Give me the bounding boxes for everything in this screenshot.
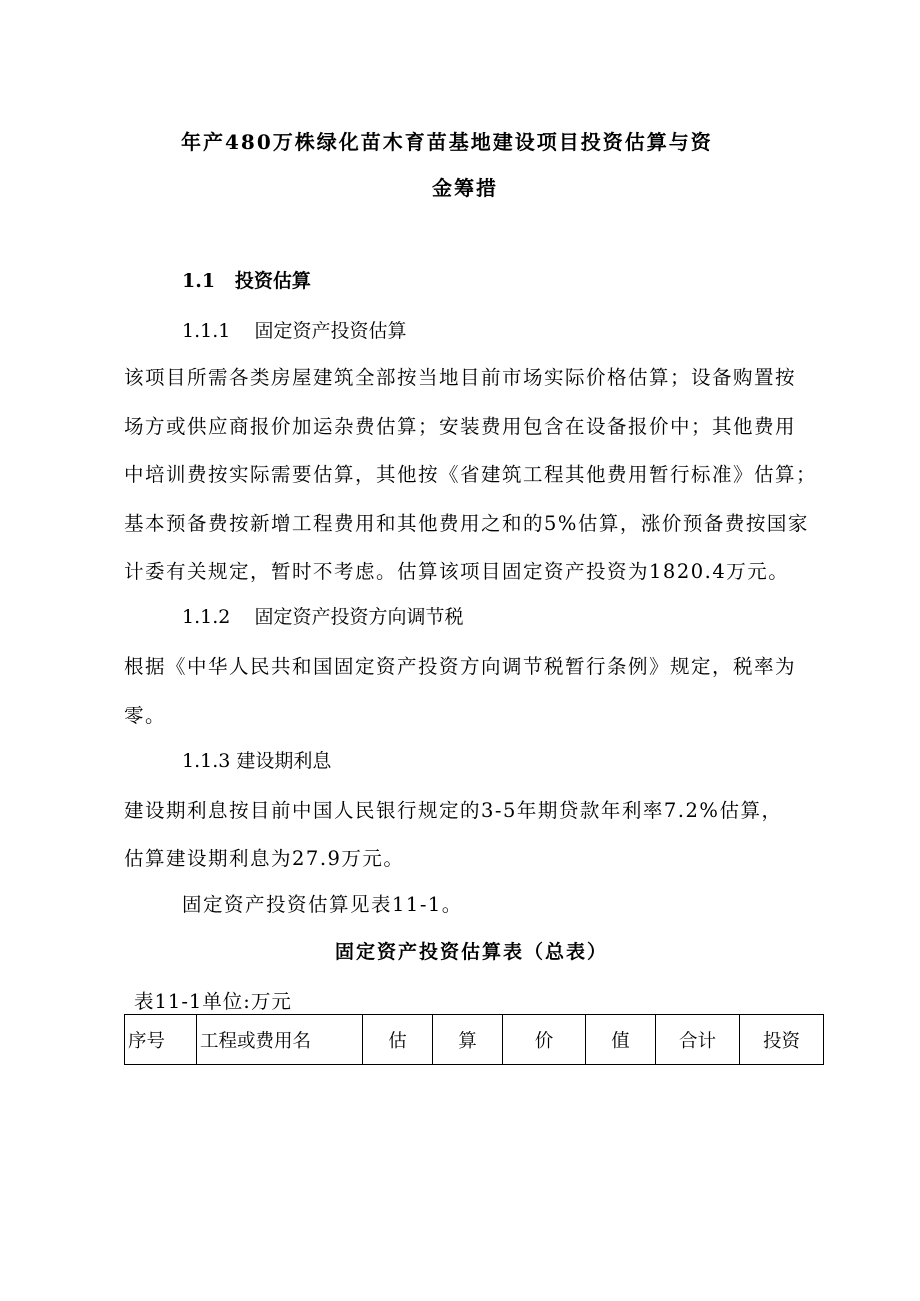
section-heading-1-1-3: 1.1.3 建设期利息 <box>182 750 332 772</box>
doc-title-line-2: 金筹措 <box>432 176 498 200</box>
table-header-row <box>125 1015 824 1065</box>
table-note: 表11-1单位:万元 <box>134 990 292 1013</box>
table-header-cell: 估 <box>363 1015 433 1065</box>
table-caption: 固定资产投资估算表（总表） <box>335 941 609 963</box>
table-header-cell: 序号 <box>125 1015 197 1065</box>
paragraph-line: 零。 <box>124 704 167 727</box>
paragraph-line: 根据《中华人民共和国固定资产投资方向调节税暂行条例》规定，税率为 <box>124 655 797 678</box>
section-heading-1-1-2: 1.1.2 固定资产投资方向调节税 <box>182 606 464 628</box>
doc-title-line-1: 年产480万株绿化苗木育苗基地建设项目投资估算与资 <box>181 130 713 154</box>
paragraph-line: 基本预备费按新增工程费用和其他费用之和的5%估算，涨价预备费按国家 <box>124 512 809 535</box>
table-header-cell: 价 <box>503 1015 586 1065</box>
paragraph-line: 该项目所需各类房屋建筑全部按当地目前市场实际价格估算；设备购置按 <box>124 366 797 389</box>
section-heading-1-1: 1.1 投资估算 <box>182 270 311 292</box>
table-header-cell: 算 <box>433 1015 503 1065</box>
section-heading-1-1-1: 1.1.1 固定资产投资估算 <box>182 320 407 342</box>
paragraph-table-reference: 固定资产投资估算见表11-1。 <box>182 893 463 916</box>
paragraph-line: 场方或供应商报价加运杂费估算；安装费用包含在设备报价中；其他费用 <box>124 415 797 438</box>
paragraph-line: 中培训费按实际需要估算，其他按《省建筑工程其他费用暂行标准》估算； <box>124 463 818 486</box>
table-header-cell: 值 <box>586 1015 656 1065</box>
paragraph-line: 估算建设期利息为27.9万元。 <box>124 847 405 870</box>
table-header-cell: 投资 <box>740 1015 824 1065</box>
table-header-cell: 工程或费用名 <box>197 1015 363 1065</box>
fixed-asset-estimate-table <box>124 1014 824 1065</box>
table-header-cell: 合计 <box>656 1015 740 1065</box>
paragraph-line: 建设期利息按目前中国人民银行规定的3-5年期贷款年利率7.2%估算， <box>124 799 783 822</box>
paragraph-line: 计委有关规定，暂时不考虑。估算该项目固定资产投资为1820.4万元。 <box>124 560 790 583</box>
